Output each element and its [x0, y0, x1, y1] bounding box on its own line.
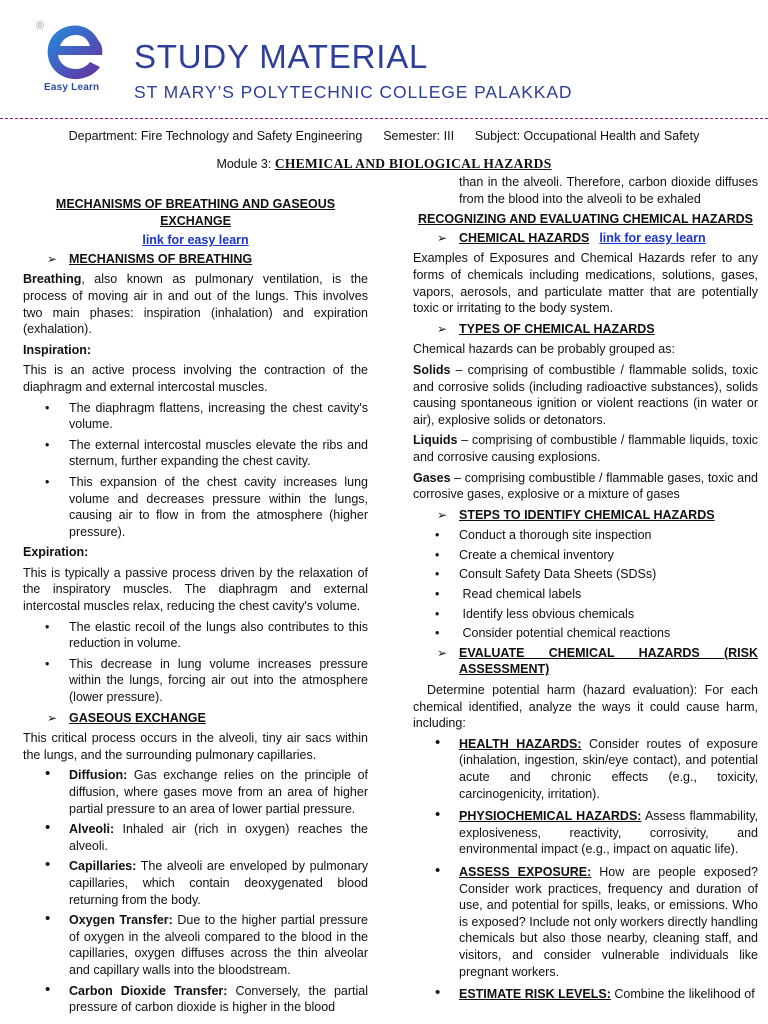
college-name: ST MARY’S POLYTECHNIC COLLEGE PALAKKAD [134, 82, 573, 102]
term: Carbon Dioxide Transfer: [69, 983, 228, 998]
list-item [413, 527, 758, 544]
arrow-bullet-icon: ➢ [437, 645, 448, 660]
gaseous-list [23, 767, 368, 1015]
link-row [23, 232, 368, 249]
term: Diffusion: [69, 768, 128, 783]
list-item-text: Conduct a thorough site inspection [459, 528, 652, 543]
type-item [413, 432, 758, 465]
list-item-text: The elastic recoil of the lungs also contributes to this reduction in volume. [69, 619, 368, 651]
list-item [23, 619, 368, 652]
term: HEALTH HAZARDS: [459, 736, 582, 751]
term: Capillaries: [69, 859, 137, 874]
list-item [23, 858, 368, 908]
module-title [0, 156, 768, 172]
expiration-list [23, 619, 368, 706]
arrow-bullet-icon: ➢ [437, 230, 448, 245]
bullet-icon: • [45, 980, 51, 998]
term: PHYSIOCHEMICAL HAZARDS: [459, 809, 642, 824]
bullet-icon: • [45, 819, 51, 837]
list-item-text: Create a chemical inventory [459, 547, 614, 562]
term: Breathing [23, 272, 82, 287]
subheading-text: EVALUATE CHEMICAL HAZARDS (RISK ASSESSMENT) [459, 645, 758, 677]
term: ESTIMATE RISK LEVELS: [459, 987, 611, 1002]
subheading-text: STEPS TO IDENTIFY CHEMICAL HAZARDS [459, 507, 715, 522]
bullet-icon: • [45, 656, 50, 671]
bullet-icon: • [45, 619, 50, 634]
bullet-icon: • [435, 587, 440, 602]
evaluate-list [413, 733, 758, 1003]
bullet-icon: • [45, 400, 50, 415]
subheading-gaseous [23, 710, 368, 727]
registered-mark-icon: ® [36, 20, 45, 32]
term: Solids [413, 362, 451, 377]
list-item-text: This decrease in lung volume increases pressure within the lungs, forcing air out into the atmosphere (lower pressure). [69, 656, 368, 705]
term: Liquids [413, 433, 458, 448]
bullet-icon: • [435, 547, 440, 562]
list-item [413, 606, 758, 623]
expiration-paragraph: This is typically a passive process driven by the relaxation of the inspiratory muscles. The diaphragm and external intercostal muscles relax, reducing the chest cavity's volume. [23, 565, 368, 614]
bullet-icon: • [435, 606, 440, 621]
types-intro: Chemical hazards can be probably grouped as: [413, 342, 675, 357]
list-item-text: How are people exposed? Consider work practices, frequency and duration of use, and potential for spills, leaks, or emissions. Who is exposed? Include not only workers directly handling chemicals but also those nearby, cleaning staff, and visitors, and consider vulnerable individuals like pregnant workers. [459, 864, 758, 979]
page-title: STUDY MATERIAL [134, 38, 429, 75]
bullet-icon: • [45, 437, 50, 452]
e-logo-icon [36, 22, 116, 84]
list-item-text: Assess flammability, explosiveness, reactivity, corrosivity, and environmental impact (e.g., impact on aquatic life). [459, 809, 758, 857]
logo-text: Easy Learn [44, 82, 100, 93]
list-item [413, 586, 758, 603]
subheading-text: TYPES OF CHEMICAL HAZARDS [459, 321, 655, 336]
list-item [413, 625, 758, 642]
bullet-icon: • [435, 567, 440, 582]
bullet-icon: • [45, 765, 51, 783]
subheading-breathing [23, 251, 368, 268]
subheading-types [413, 321, 758, 338]
department: Department: Fire Technology and Safety Engineering [68, 129, 363, 143]
inspiration-list [23, 400, 368, 541]
bullet-icon: • [435, 861, 441, 879]
bullet-icon: • [45, 910, 51, 928]
subject: Subject: Occupational Health and Safety [474, 129, 700, 143]
list-item [413, 986, 758, 1003]
inspiration-paragraph: This is an active process involving the contraction of the diaphragm and external intercostal muscles. [23, 363, 368, 394]
list-item [23, 767, 368, 817]
list-item-text: The external intercostal muscles elevate the ribs and sternum, further expanding the chest cavity. [69, 437, 368, 469]
module-label: Module 3: [216, 157, 275, 171]
list-item-text: Conversely, the partial pressure of carbon dioxide is higher in the blood [69, 983, 368, 1015]
bullet-icon: • [435, 984, 441, 1002]
list-item-text: Consider routes of exposure (inhalation, ingestion, skin/eye contact), and potential acute and chronic effects (e.g., toxicity, carcinogenicity, irritation). [459, 736, 758, 801]
paragraph-text: – comprising of combustible / flammable solids, toxic and corrosive solids (including radioactive substances), solids causing spontaneous ignition or violent reactions (in water or air), explosive solids or detonators. [413, 362, 758, 427]
arrow-bullet-icon: ➢ [437, 321, 448, 336]
list-item [413, 566, 758, 583]
easy-learn-link[interactable]: link for easy learn [599, 230, 706, 245]
subheading-evaluate [413, 645, 758, 678]
header-divider [0, 118, 768, 119]
list-item [23, 821, 368, 854]
list-item-text: Identify less obvious chemicals [459, 606, 635, 621]
paragraph-text: – comprising combustible / flammable gases, toxic and corrosive gases, explosive or a mixture of gases [413, 470, 758, 502]
left-column [23, 194, 368, 1020]
list-item-text: Gas exchange relies on the principle of diffusion, where gases move from an area of higher partial pressure to an area of lower partial pressure. [69, 768, 368, 816]
list-item-text: Due to the higher partial pressure of oxygen in the alveoli compared to the blood in the capillaries, oxygen diffuses across the thin alveolar and capillary walls into the bloodstream. [69, 913, 368, 977]
list-item [23, 980, 368, 1016]
right-column [413, 174, 758, 1007]
list-item [23, 656, 368, 706]
bullet-icon: • [435, 733, 441, 751]
exposure-paragraph: Examples of Exposures and Chemical Hazards refer to any forms of chemicals including medications, solutions, gases, vapors, aerosols, and particulate matter that are potentially toxic or irritating to the body system. [413, 251, 758, 316]
bullet-icon: • [435, 806, 441, 824]
list-item [413, 861, 758, 980]
term: Oxygen Transfer: [69, 913, 173, 928]
module-name: CHEMICAL AND BIOLOGICAL HAZARDS [274, 156, 552, 171]
section-heading: MECHANISMS OF BREATHING AND GASEOUS EXCHANGE [55, 197, 336, 228]
list-item-text: The diaphragm flattens, increasing the chest cavity's volume. [69, 400, 368, 432]
easy-learn-link[interactable]: link for easy learn [142, 233, 249, 248]
subheading-text: MECHANISMS OF BREATHING [69, 251, 253, 266]
list-item [23, 474, 368, 540]
subheading-text: CHEMICAL HAZARDS [459, 230, 590, 245]
arrow-bullet-icon: ➢ [437, 507, 448, 522]
term: Alveoli: [69, 822, 115, 837]
list-item-text: Consider potential chemical reactions [459, 626, 671, 641]
term: ASSESS EXPOSURE: [459, 864, 592, 879]
easy-learn-logo [36, 20, 116, 102]
type-item [413, 470, 758, 503]
list-item-text: Inhaled air (rich in oxygen) reaches the alveoli. [69, 822, 368, 853]
list-item-text: Read chemical labels [459, 587, 582, 602]
breathing-paragraph [23, 271, 368, 337]
section-heading: RECOGNIZING AND EVALUATING CHEMICAL HAZARDS [418, 212, 753, 227]
continuation-text: than in the alveoli. Therefore, carbon dioxide diffuses from the blood into the alveoli to be exhaled [459, 175, 758, 206]
bullet-icon: • [435, 626, 440, 641]
semester: Semester: III [383, 129, 455, 143]
arrow-bullet-icon: ➢ [47, 710, 58, 725]
list-item [413, 733, 758, 802]
list-item [23, 437, 368, 470]
subheading-chemical [413, 230, 758, 247]
list-item-text: This expansion of the chest cavity increases lung volume and decreases pressure within the lungs, causing air to flow in from the atmosphere (higher pressure). [69, 474, 368, 539]
arrow-bullet-icon: ➢ [47, 251, 58, 266]
paragraph-text: – comprising of combustible / flammable liquids, toxic and corrosive causing explosions. [413, 433, 758, 464]
list-item-text: The alveoli are enveloped by pulmonary capillaries, which contain deoxygenated blood returning from the body. [69, 859, 368, 907]
steps-list [413, 527, 758, 642]
type-item [413, 362, 758, 428]
expiration-label: Expiration: [23, 545, 89, 560]
list-item [413, 547, 758, 564]
inspiration-label: Inspiration: [23, 342, 92, 357]
course-meta [0, 129, 768, 143]
paragraph-text: , also known as pulmonary ventilation, is the process of moving air in and out of the lungs. This involves two main phases: inspiration (inhalation) and expiration (exhalation). [23, 272, 368, 337]
subheading-text: GASEOUS EXCHANGE [69, 710, 206, 725]
gaseous-paragraph: This critical process occurs in the alveoli, tiny air sacs within the lungs, and the surrounding pulmonary capillaries. [23, 731, 368, 762]
list-item-text: Consult Safety Data Sheets (SDSs) [459, 567, 657, 582]
list-item [413, 808, 758, 858]
bullet-icon: • [435, 528, 440, 543]
list-item [23, 400, 368, 433]
list-item [23, 912, 368, 978]
term: Gases [413, 470, 451, 485]
list-item-text: Combine the likelihood of [610, 987, 755, 1002]
bullet-icon: • [45, 474, 50, 489]
evaluate-paragraph: Determine potential harm (hazard evaluation): For each chemical identified, analyze the ways it could cause harm, including: [413, 683, 758, 731]
subheading-steps [413, 507, 758, 524]
bullet-icon: • [45, 856, 51, 874]
